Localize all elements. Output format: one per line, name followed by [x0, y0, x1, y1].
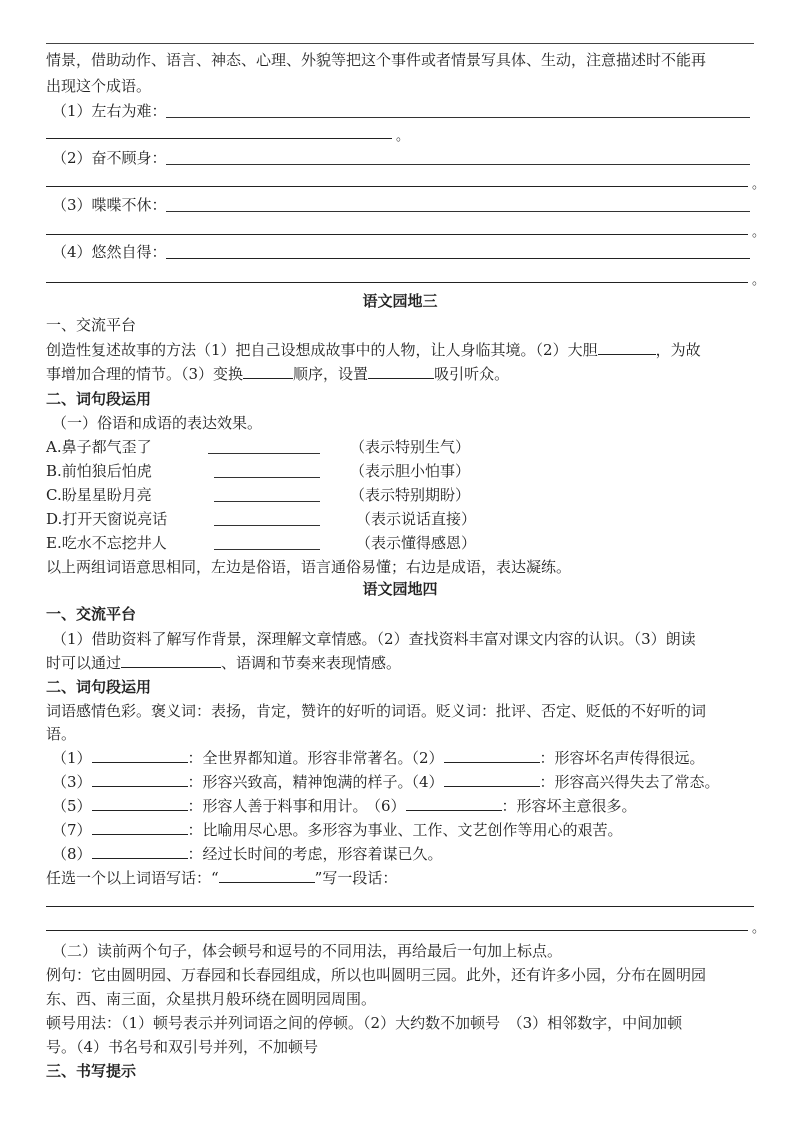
- fill-blank[interactable]: [444, 747, 540, 763]
- period-mark: 。: [752, 921, 766, 936]
- answer-line[interactable]: [46, 282, 748, 283]
- answer-line[interactable]: [166, 164, 750, 165]
- word-item: （8） ：经过长时间的考虑，形容着谋已久。: [52, 845, 443, 863]
- fill-blank[interactable]: [92, 843, 188, 859]
- reading-tips-line-2: 时可以通过 、语调和节奏来表现情感。: [46, 654, 402, 672]
- answer-line[interactable]: [166, 211, 750, 212]
- heading-words-sentences: 二、词句段运用: [46, 390, 152, 408]
- answer-line[interactable]: [214, 549, 320, 550]
- word-color-line-1: 词语感情色彩。褒义词：表扬，肯定，赞许的好听的词语。贬义词：批评、否定、贬低的不好听的词: [46, 702, 707, 720]
- comma-usage-line-2: 号。（4）书名号和双引号并列，不加顿号: [46, 1038, 319, 1056]
- answer-line[interactable]: [214, 501, 320, 502]
- word-color-line-2: 语。: [46, 725, 77, 743]
- fill-blank[interactable]: [92, 747, 188, 763]
- word-item: （3） ：形容兴致高，精神饱满的样子。: [52, 773, 413, 791]
- answer-line[interactable]: [214, 477, 320, 478]
- retell-method-line-2: 事增加合理的情节。（3）变换 顺序，设置 吸引听众。: [46, 365, 510, 383]
- fill-blank[interactable]: [92, 771, 188, 787]
- answer-line[interactable]: [166, 117, 750, 118]
- write-prompt: 任选一个以上词语写话：“ ”写一段话：: [46, 869, 398, 887]
- section-title-3: 语文园地三: [362, 292, 438, 310]
- idiom-prompt-1: （1）左右为难：: [52, 102, 167, 120]
- example-line-2: 东、西、南三面，众星拱月般环绕在圆明园周围。: [46, 990, 377, 1008]
- fill-blank[interactable]: [219, 867, 315, 883]
- word-item: （1） ：全世界都知道。形容非常著名。: [52, 749, 413, 767]
- idiom-prompt-4: （4）悠然自得：: [52, 243, 167, 261]
- fill-blank[interactable]: [92, 819, 188, 835]
- retell-method-line-1: 创造性复述故事的方法（1）把自己设想成故事中的人物，让人身临其境。（2）大胆 ，为故: [46, 341, 701, 359]
- reading-tips-line-1: （1）借助资料了解写作背景，深理解文章情感。（2）查找资料丰富对课文内容的认识。（3）朗读: [52, 630, 696, 648]
- word-item: （6） ：形容坏主意很多。: [366, 797, 637, 815]
- proverb-item: C.盼星星盼月亮: [46, 486, 152, 504]
- intro-line-2: 出现这个成语。: [46, 77, 152, 95]
- proverb-meaning: （表示特别期盼）: [350, 486, 471, 504]
- word-item: （5） ：形容人善于料事和用计。: [52, 797, 368, 815]
- word-item: （7） ：比喻用尽心思。多形容为事业、工作、文艺创作等用心的艰苦。: [52, 821, 623, 839]
- period-mark: 。: [752, 177, 766, 192]
- answer-line[interactable]: [46, 930, 748, 931]
- word-item: （2） ：形容坏名声传得很远。: [404, 749, 705, 767]
- answer-line[interactable]: [46, 906, 754, 907]
- proverb-item: D.打开天窗说亮话: [46, 510, 168, 528]
- idiom-prompt-2: （2）奋不顾身：: [52, 149, 167, 167]
- heading-words-sentences: 二、词句段运用: [46, 678, 152, 696]
- proverb-meaning: （表示胆小怕事）: [350, 462, 471, 480]
- proverb-meaning: （表示说话直接）: [356, 510, 477, 528]
- fill-blank[interactable]: [243, 363, 293, 379]
- fill-blank[interactable]: [368, 363, 434, 379]
- period-mark: 。: [752, 225, 766, 240]
- fill-blank[interactable]: [92, 795, 188, 811]
- fill-blank[interactable]: [406, 795, 502, 811]
- comma-usage-line-1: 顿号用法：（1）顿号表示并列词语之间的停顿。（2）大约数不加顿号 （3）相邻数字，中间加顿: [46, 1014, 683, 1032]
- answer-line[interactable]: [46, 138, 392, 139]
- answer-line[interactable]: [214, 525, 320, 526]
- period-mark: 。: [752, 273, 766, 288]
- heading-exchange: 一、交流平台: [46, 316, 137, 334]
- proverb-summary: 以上两组词语意思相同，左边是俗语，语言通俗易懂；右边是成语，表达凝练。: [46, 558, 572, 576]
- proverb-item: E.吃水不忘挖井人: [46, 534, 167, 552]
- fill-blank[interactable]: [444, 771, 540, 787]
- answer-line[interactable]: [208, 453, 320, 454]
- answer-line[interactable]: [166, 258, 750, 259]
- idiom-prompt-3: （3）喋喋不休：: [52, 196, 167, 214]
- subheading-proverbs: （一）俗语和成语的表达效果。: [52, 414, 263, 432]
- heading-writing-tips: 三、书写提示: [46, 1062, 137, 1080]
- proverb-meaning: （表示懂得感恩）: [356, 534, 477, 552]
- answer-line[interactable]: [46, 186, 748, 187]
- fill-blank[interactable]: [598, 339, 656, 355]
- proverb-meaning: （表示特别生气）: [350, 438, 471, 456]
- fill-blank[interactable]: [121, 652, 221, 668]
- heading-exchange: 一、交流平台: [46, 605, 137, 623]
- intro-line-1: 情景，借助动作、语言、神态、心理、外貌等把这个事件或者情景写具体、生动，注意描述时不能再: [46, 51, 707, 69]
- answer-line[interactable]: [46, 234, 748, 235]
- period-mark: 。: [396, 129, 410, 144]
- proverb-item: A.鼻子都气歪了: [46, 438, 152, 456]
- example-line-1: 例句：它由圆明园、万春园和长春园组成，所以也叫圆明三园。此外，还有许多小园，分布在圆明园: [46, 966, 707, 984]
- subheading-punctuation: （二）读前两个句子，体会顿号和逗号的不同用法，再给最后一句加上标点。: [52, 942, 563, 960]
- proverb-item: B.前怕狼后怕虎: [46, 462, 152, 480]
- top-rule: [46, 43, 754, 44]
- section-title-4: 语文园地四: [362, 580, 438, 598]
- word-item: （4） ：形容高兴得失去了常态。: [404, 773, 720, 791]
